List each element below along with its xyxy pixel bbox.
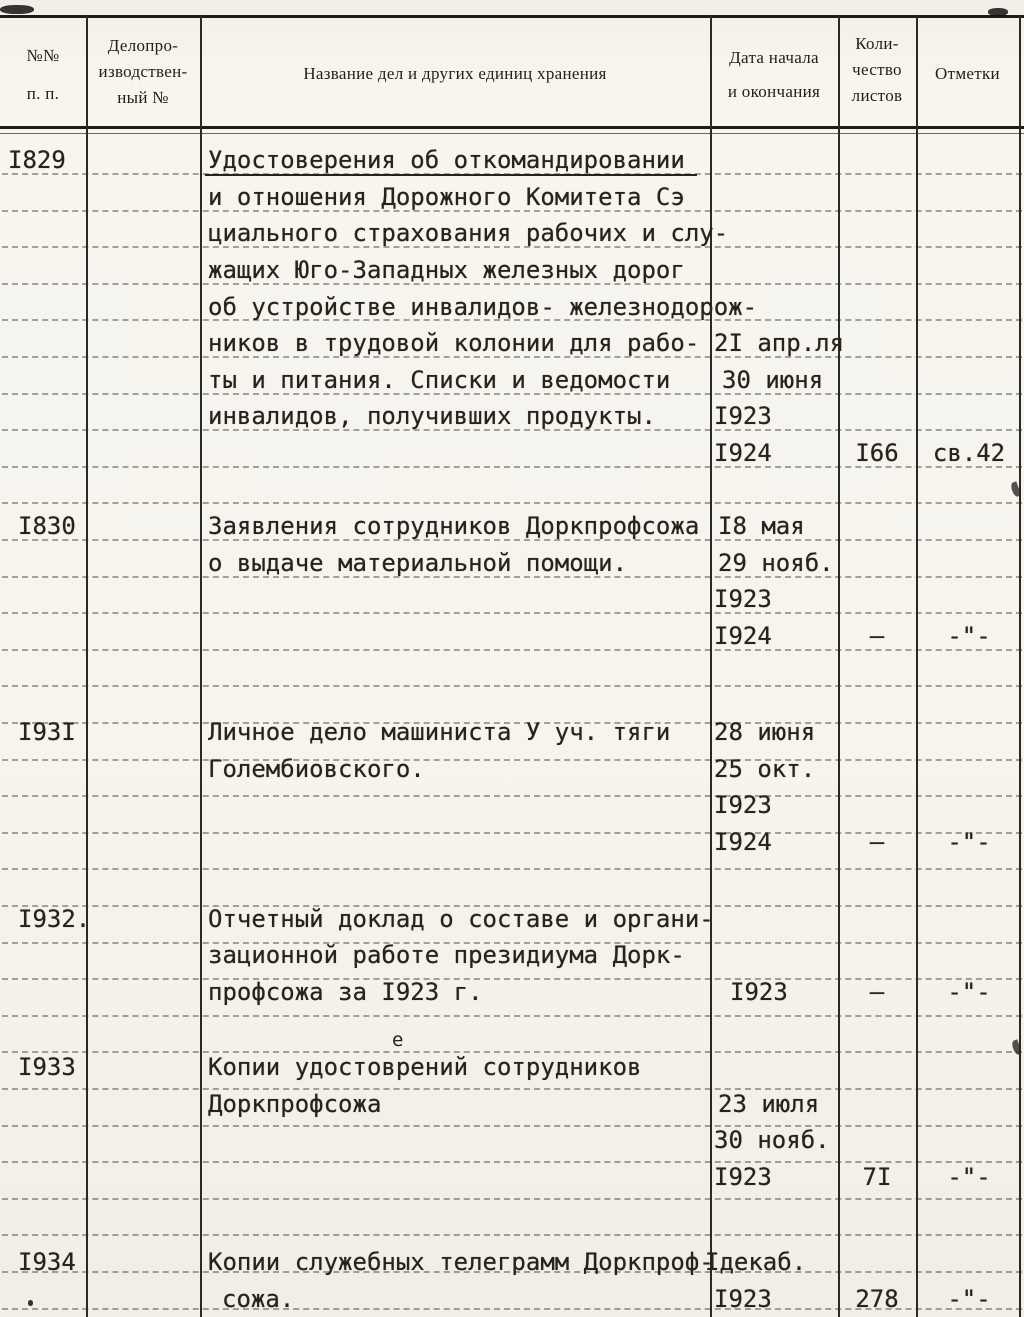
sheet-count: I66 <box>855 439 899 467</box>
entry-number: I830 <box>18 512 76 540</box>
date-line: I924 <box>714 439 772 467</box>
title-line: профсожа за I923 г. <box>208 978 483 1006</box>
sheet-count: – <box>869 978 885 1006</box>
marks-cell: -"- <box>947 622 991 650</box>
date-line: 23 июля <box>718 1090 820 1118</box>
column-line-4 <box>838 15 840 1317</box>
scan-artifact <box>0 5 34 14</box>
column-line-2 <box>200 15 202 1317</box>
date-line: I923 <box>714 1163 772 1191</box>
sheet-count: – <box>869 828 885 856</box>
marks-cell: -"- <box>947 1163 991 1191</box>
entry-number: I933 <box>18 1053 76 1081</box>
header-sheets-line-3: листов <box>851 86 903 105</box>
title-line: зационной работе президиума Дорк- <box>208 941 685 969</box>
table-right-border <box>1019 15 1021 1317</box>
title-line: Голембиовского. <box>208 755 425 783</box>
date-line: I923 <box>714 402 772 430</box>
title-line: жащих Юго-Западных железных дорог <box>208 256 685 284</box>
title-line: ты и питания. Списки и ведомости <box>208 366 671 394</box>
title-line: Отчетный доклад о составе и органи- <box>208 905 714 933</box>
marks-cell: -"- <box>947 828 991 856</box>
ruled-line <box>2 1234 1022 1236</box>
sheet-count: 278 <box>855 1285 899 1313</box>
ruled-line <box>2 685 1022 687</box>
ruled-line <box>2 759 1022 761</box>
date-line: I923 <box>730 978 788 1006</box>
header-proc-line-3: ный № <box>117 88 169 107</box>
title-line: Копии удостоврений сотрудников <box>208 1053 642 1081</box>
date-line: 30 июня <box>722 366 824 394</box>
title-line: ников в трудовой колонии для рабо- <box>208 329 700 357</box>
date-line: 2I апр.ля <box>714 329 845 357</box>
header-sheets-line-2: чество <box>852 60 902 79</box>
title-line: Копии служебных телеграмм Доркпроф- <box>208 1248 714 1276</box>
marks-cell: -"- <box>947 978 991 1006</box>
date-line: I924 <box>714 828 772 856</box>
date-line: I923 <box>714 585 772 613</box>
header-title-column: Название дел и других единиц хранения <box>303 64 607 83</box>
date-line: 30 нояб. <box>714 1126 830 1154</box>
header-date-line-2: и окончания <box>727 82 821 101</box>
ruled-line <box>2 1198 1022 1200</box>
ruled-line <box>2 795 1022 797</box>
title-line: циального страхования рабочих и слу- <box>208 219 729 247</box>
ruled-line <box>2 1125 1022 1127</box>
header-date-line-1: Дата начала <box>729 48 819 67</box>
header-num-line-1: №№ <box>26 46 60 65</box>
ruled-line <box>2 868 1022 870</box>
entry-number: I829 <box>8 146 66 174</box>
header-marks-column: Отметки <box>935 64 1000 83</box>
title-line: Заявления сотрудников Доркпрофсожа <box>208 512 700 540</box>
date-line: 28 июня <box>714 718 816 746</box>
header-separator-thick <box>0 126 1024 129</box>
title-line: Удостоверения об откомандировании <box>208 146 685 174</box>
entry-number: I932. <box>18 905 91 933</box>
header-proc-line-1: Делопро- <box>107 36 179 55</box>
title-line: инвалидов, получивших продукты. <box>208 402 656 430</box>
table-top-border <box>0 15 1024 18</box>
ruled-line <box>2 612 1022 614</box>
title-line: об устройстве инвалидов- железнодорож- <box>208 293 758 321</box>
scan-artifact <box>988 8 1008 16</box>
date-line: I924 <box>714 622 772 650</box>
title-line: и отношения Дорожного Комитета Сэ <box>208 183 685 211</box>
typed-correction: е <box>392 1029 404 1051</box>
marks-cell: -"- <box>947 1285 991 1313</box>
ruled-line <box>2 1088 1022 1090</box>
column-line-3 <box>710 15 712 1317</box>
scan-artifact <box>28 1300 33 1306</box>
column-line-1 <box>86 15 88 1317</box>
date-line: 25 окт. <box>714 755 816 783</box>
title-underline <box>205 174 697 176</box>
header-sheets-line-1: Коли- <box>855 34 899 53</box>
header-proc-line-2: изводствен- <box>98 62 188 81</box>
title-line: Личное дело машиниста У уч. тяги <box>208 718 671 746</box>
entry-number: I93I <box>18 718 76 746</box>
date-line: Iдекаб. <box>705 1248 807 1276</box>
header-num-line-2: п. п. <box>26 84 60 103</box>
date-line: 29 нояб. <box>718 549 834 577</box>
title-line: сожа. <box>222 1285 295 1313</box>
ruled-line <box>2 1015 1022 1017</box>
date-line: I923 <box>714 791 772 819</box>
entry-number: I934 <box>18 1248 76 1276</box>
column-line-5 <box>916 15 918 1317</box>
marks-cell: св.42 <box>932 439 1006 467</box>
date-line: I8 мая <box>718 512 805 540</box>
sheet-count: – <box>869 622 885 650</box>
sheet-count: 7I <box>862 1163 892 1191</box>
ruled-line <box>2 502 1022 504</box>
title-line: Доркпрофсожа <box>208 1090 382 1118</box>
header-separator-thin <box>0 133 1024 134</box>
date-line: I923 <box>714 1285 772 1313</box>
title-line: о выдаче материальной помощи. <box>208 549 628 577</box>
